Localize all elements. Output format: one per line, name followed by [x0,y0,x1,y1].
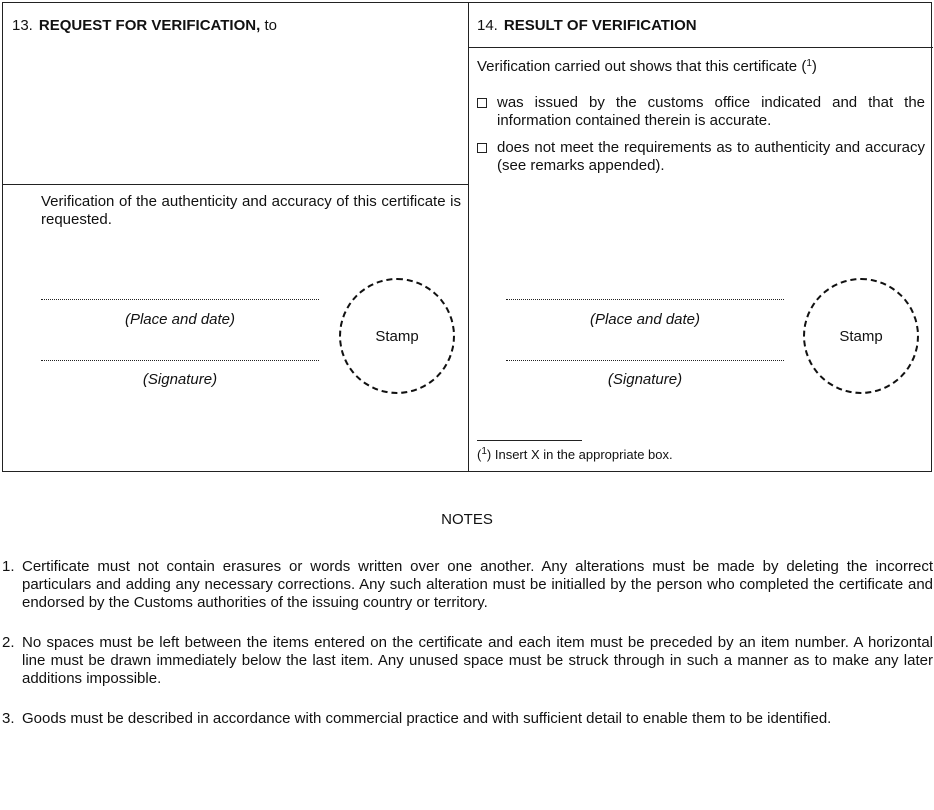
box14-signature-line[interactable] [506,360,784,361]
box13-number: 13. [12,17,33,34]
box14-intro-text: Verification carried out shows that this certificate ( [477,58,807,75]
verification-form [2,2,932,472]
box13-place-date-line[interactable] [41,299,319,300]
box13-title [12,17,277,35]
note-item [0,558,933,614]
box14-intro [477,58,922,76]
box14-number: 14. [477,17,498,34]
box13-heading: REQUEST FOR VERIFICATION, [38,17,261,34]
box14-heading: RESULT OF VERIFICATION [503,17,697,34]
note-text: Goods must be described in accordance with commercial practice and with sufficient detail to enable them to be identified. [22,710,832,727]
box14-place-date-label: (Place and date) [589,311,701,328]
note-text: Certificate must not contain erasures or words written over one another. Any alterations must be made by deleting the incorrect particulars and adding any necessary corrections. Any such alteration must be initialled by the person who completed the certificate and endorsed by the Customs authorities of the issuing country or territory. [22,558,933,611]
notes-title: NOTES [441,511,493,528]
box13-stamp-circle [339,278,455,394]
box13-request-text: Verification of the authenticity and accuracy of this certificate is requested. [41,193,461,228]
note-text: No spaces must be left between the items entered on the certificate and each item must be preceded by an item number. A horizontal line must be drawn immediately below the last item. Any unused space must be struck through in such a manner as to make any later additions impossible. [22,634,933,687]
note-item [0,710,933,730]
note-number: 3. [2,710,15,727]
box13-heading-suffix: to [264,17,277,34]
box14-intro-ref: 1 [806,58,812,69]
box13-stamp-label: Stamp [375,327,419,345]
box14-intro-end: ) [811,58,817,75]
footnote-rule [477,440,582,441]
box14-place-date-line[interactable] [506,299,784,300]
footnote-ref: 1 [481,446,487,457]
box14-title [477,17,697,35]
box14-divider [469,47,933,48]
box13-signature-line[interactable] [41,360,319,361]
footnote-text: ) Insert X in the appropriate box. [486,447,673,462]
option-1-checkbox[interactable] [477,98,487,108]
option-1-text: was issued by the customs office indicated and that the information contained therein is accurate. [497,94,925,129]
note-number: 2. [2,634,15,651]
box14-stamp-circle [803,278,919,394]
box13-place-date-label: (Place and date) [124,311,236,328]
option-2-text: does not meet the requirements as to authenticity and accuracy (see remarks appended). [497,139,925,174]
box14-stamp-label: Stamp [839,327,883,345]
box13-divider [3,184,468,185]
box14-signature-label: (Signature) [607,371,683,388]
column-divider [468,3,469,471]
footnote [477,447,673,462]
box13-signature-label: (Signature) [142,371,218,388]
option-2-checkbox[interactable] [477,143,487,153]
note-item [0,634,933,690]
note-number: 1. [2,558,15,575]
footnote-open: ( [477,447,482,462]
